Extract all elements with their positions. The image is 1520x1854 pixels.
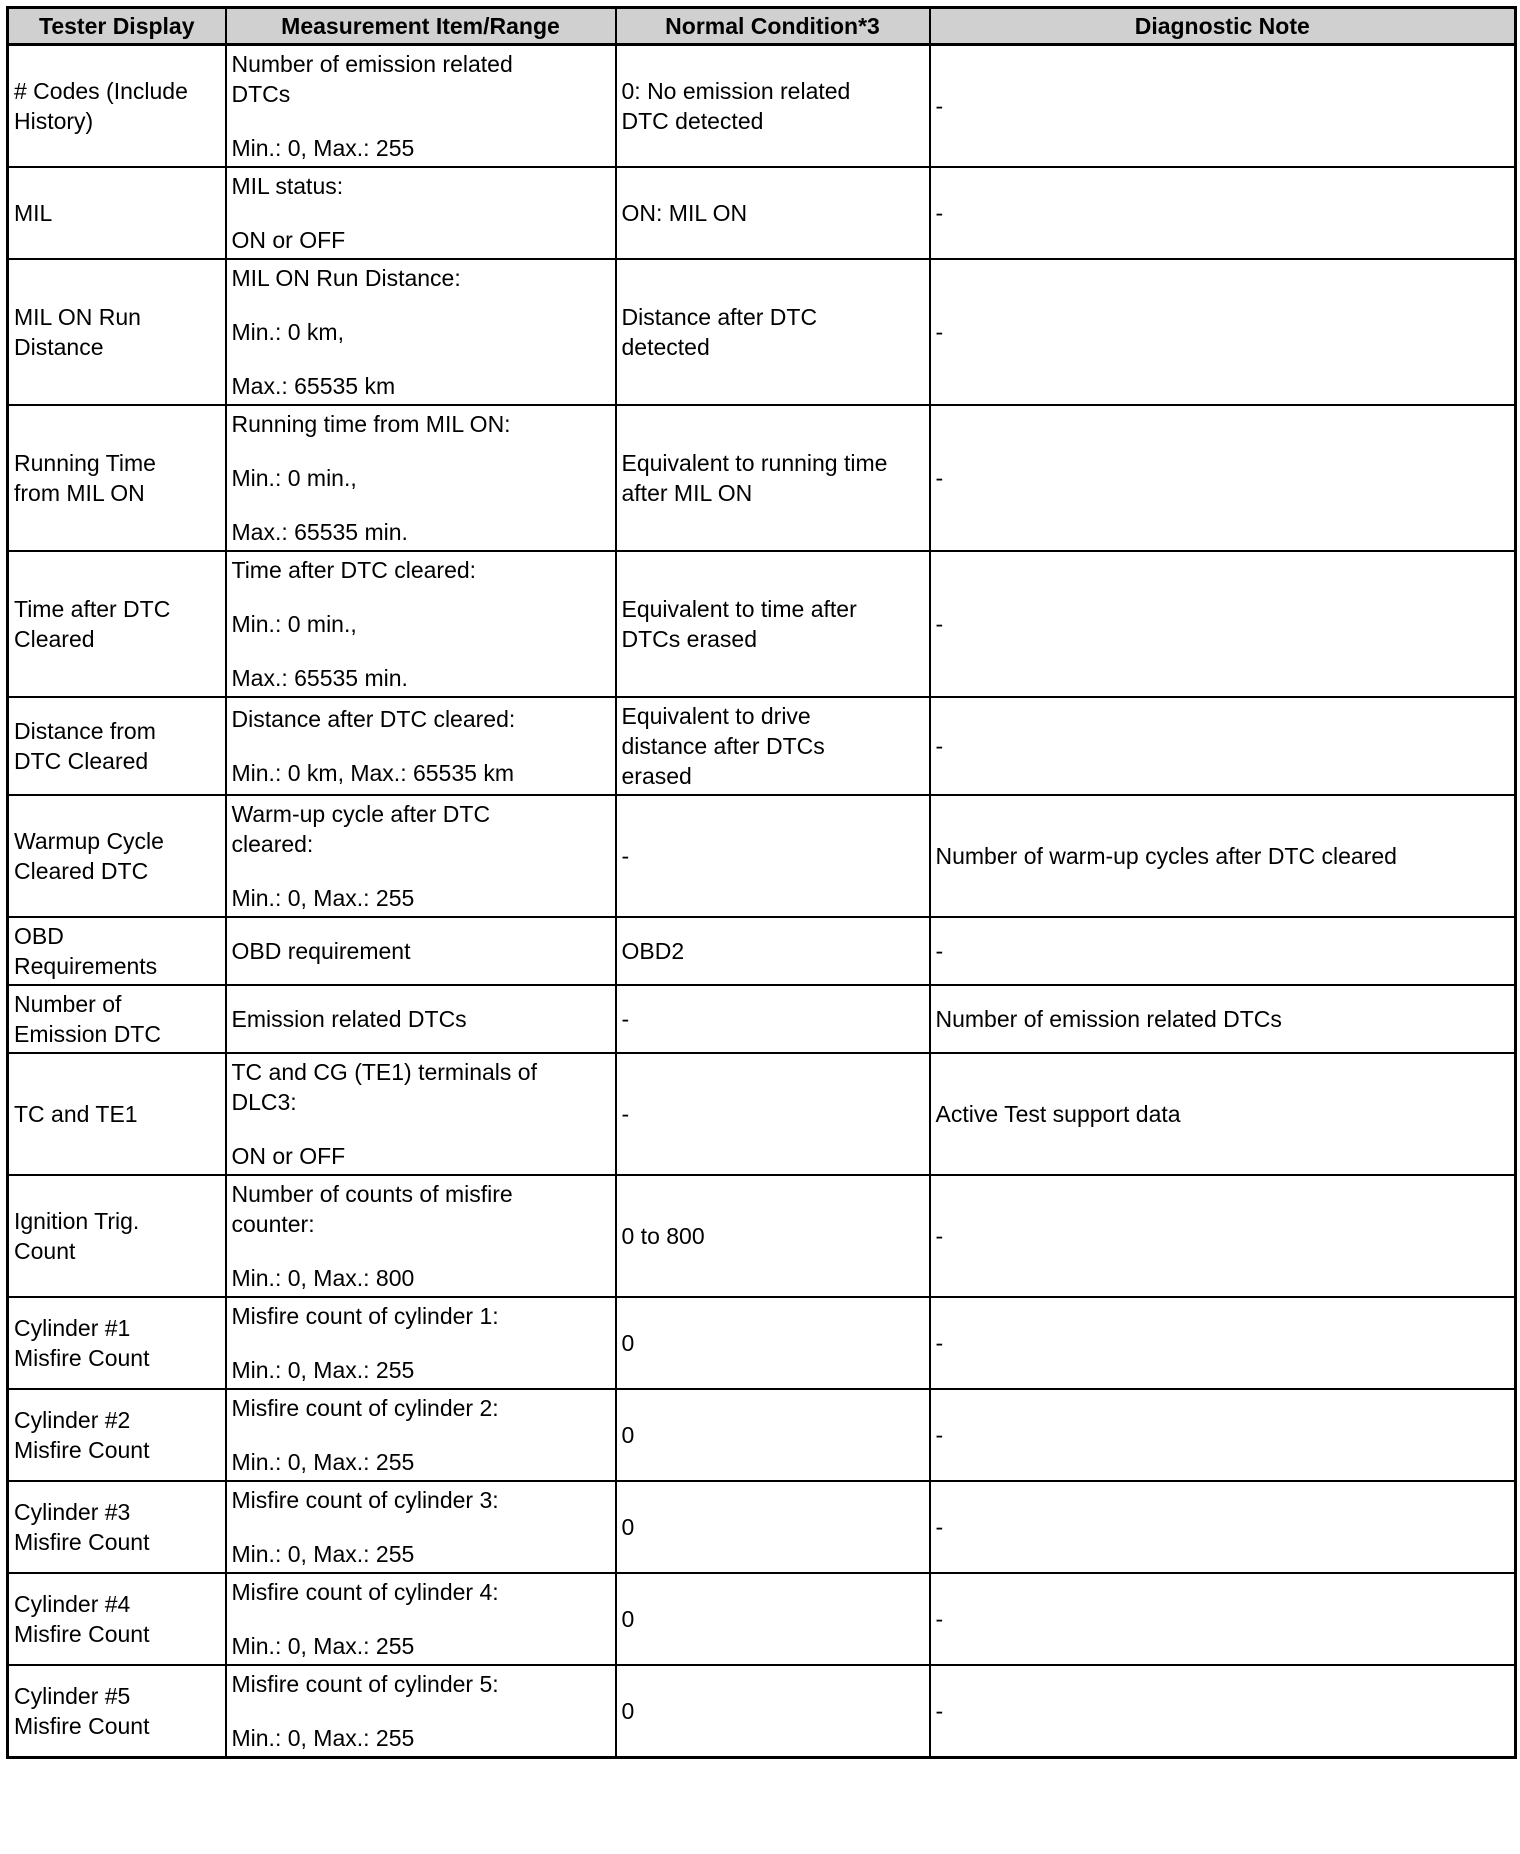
normal-condition-cell xyxy=(616,259,930,405)
tester-display-cell-line: from MIL ON xyxy=(14,480,145,506)
tester-display-cell xyxy=(8,551,226,697)
tester-display-cell-line: MIL xyxy=(14,200,53,226)
header-normal-condition: Normal Condition*3 xyxy=(616,8,930,45)
diagnostic-note-cell-line: - xyxy=(935,1698,944,1724)
measurement-line: Min.: 0, Max.: 255 xyxy=(231,1725,415,1751)
tester-display-cell xyxy=(8,1573,226,1665)
normal-condition-cell xyxy=(616,1297,930,1389)
tester-display-cell-line: Number of xyxy=(14,991,122,1017)
tester-display-cell-line: Requirements xyxy=(14,953,158,979)
tester-display-cell-line: Cleared xyxy=(14,626,95,652)
measurement-line: Min.: 0, Max.: 255 xyxy=(231,135,415,161)
measurement-line: Min.: 0, Max.: 255 xyxy=(231,1633,415,1659)
measurement-line: Number of emission related xyxy=(231,51,513,77)
tester-display-cell xyxy=(8,1665,226,1758)
table-row xyxy=(8,1297,1516,1389)
table-row xyxy=(8,259,1516,405)
paragraph-gap xyxy=(232,585,610,609)
normal-condition-cell-line: detected xyxy=(621,334,710,360)
paragraph-gap xyxy=(232,859,610,883)
diagnostic-note-cell-line: - xyxy=(935,611,944,637)
diagnostic-note-cell-line: - xyxy=(935,1606,944,1632)
normal-condition-cell-line: Equivalent to drive xyxy=(621,703,811,729)
table-row xyxy=(8,917,1516,985)
table-header-row xyxy=(8,8,1516,45)
paragraph-gap xyxy=(232,734,610,758)
diagnostic-note-cell xyxy=(930,1389,1516,1481)
table-row xyxy=(8,1175,1516,1297)
normal-condition-cell xyxy=(616,1665,930,1758)
measurement-range-cell xyxy=(226,1175,616,1297)
normal-condition-cell-line: after MIL ON xyxy=(621,480,753,506)
tester-display-cell-line: DTC Cleared xyxy=(14,748,149,774)
normal-condition-cell xyxy=(616,1053,930,1175)
diagnostic-note-cell xyxy=(930,167,1516,259)
measurement-line: Min.: 0, Max.: 255 xyxy=(231,885,415,911)
paragraph-gap xyxy=(232,109,610,133)
measurement-line: Misfire count of cylinder 3: xyxy=(231,1487,499,1513)
diagnostic-note-cell-line: - xyxy=(935,1514,944,1540)
normal-condition-cell-line: distance after DTCs xyxy=(621,733,825,759)
diagnostic-note-cell-line: - xyxy=(935,93,944,119)
measurement-range-cell xyxy=(226,167,616,259)
measurement-range-cell xyxy=(226,1665,616,1758)
diagnostic-note-cell-line: - xyxy=(935,1223,944,1249)
table-row xyxy=(8,697,1516,795)
measurement-line: DLC3: xyxy=(231,1089,297,1115)
diagnostic-note-cell-line: - xyxy=(935,1422,944,1448)
diagnostic-note-cell-line: Number of warm-up cycles after DTC cleared xyxy=(935,843,1397,869)
measurement-range-cell xyxy=(226,1053,616,1175)
measurement-line: Max.: 65535 min. xyxy=(231,519,408,545)
diagnostic-note-cell-line: Active Test support data xyxy=(935,1101,1181,1127)
measurement-line: cleared: xyxy=(231,831,314,857)
normal-condition-cell xyxy=(616,1481,930,1573)
tester-display-cell-line: Cylinder #1 xyxy=(14,1315,131,1341)
table-body xyxy=(8,45,1516,1758)
measurement-line: Min.: 0, Max.: 800 xyxy=(231,1265,415,1291)
measurement-range-cell xyxy=(226,405,616,551)
tester-display-cell-line: MIL ON Run xyxy=(14,304,141,330)
diagnostic-note-cell-line: - xyxy=(935,319,944,345)
measurement-line: counter: xyxy=(231,1211,315,1237)
measurement-range-cell xyxy=(226,259,616,405)
paragraph-gap xyxy=(232,201,610,225)
measurement-line: Min.: 0 km, Max.: 65535 km xyxy=(231,760,514,786)
normal-condition-cell-line: - xyxy=(621,843,630,869)
measurement-line: MIL status: xyxy=(231,173,344,199)
tester-display-cell xyxy=(8,45,226,168)
tester-display-cell xyxy=(8,1389,226,1481)
measurement-range-cell xyxy=(226,985,616,1053)
normal-condition-cell-line: 0 xyxy=(621,1698,635,1724)
diagnostic-note-cell xyxy=(930,1665,1516,1758)
tester-display-cell xyxy=(8,1053,226,1175)
tester-display-cell-line: Cylinder #2 xyxy=(14,1407,131,1433)
measurement-line: OBD requirement xyxy=(231,938,411,964)
tester-display-cell-line: Running Time xyxy=(14,450,156,476)
table-row xyxy=(8,1665,1516,1758)
diagnostic-note-cell xyxy=(930,1481,1516,1573)
diagnostic-note-cell-line: - xyxy=(935,733,944,759)
normal-condition-cell xyxy=(616,795,930,917)
tester-display-cell-line: Misfire Count xyxy=(14,1345,150,1371)
table-row xyxy=(8,795,1516,917)
measurement-line: Distance after DTC cleared: xyxy=(231,706,516,732)
measurement-line: Misfire count of cylinder 2: xyxy=(231,1395,499,1421)
diagnostic-note-cell xyxy=(930,917,1516,985)
table-row xyxy=(8,985,1516,1053)
document-page xyxy=(6,6,1514,1759)
normal-condition-cell xyxy=(616,551,930,697)
paragraph-gap xyxy=(232,493,610,517)
normal-condition-cell-line: Equivalent to running time xyxy=(621,450,888,476)
measurement-line: Emission related DTCs xyxy=(231,1006,467,1032)
normal-condition-cell-line: 0 xyxy=(621,1422,635,1448)
diagnostic-note-cell xyxy=(930,795,1516,917)
normal-condition-cell-line: DTC detected xyxy=(621,108,764,134)
measurement-range-cell xyxy=(226,45,616,168)
measurement-line: Time after DTC cleared: xyxy=(231,557,477,583)
normal-condition-cell-line: ON: MIL ON xyxy=(621,200,748,226)
normal-condition-cell-line: 0 xyxy=(621,1514,635,1540)
header-measurement-item: Measurement Item/Range xyxy=(226,8,616,45)
diagnostic-note-cell-line: - xyxy=(935,200,944,226)
tester-display-cell-line: Time after DTC xyxy=(14,596,171,622)
table-row xyxy=(8,1573,1516,1665)
tester-display-cell-line: Misfire Count xyxy=(14,1713,150,1739)
normal-condition-cell xyxy=(616,167,930,259)
diagnostic-note-cell xyxy=(930,551,1516,697)
paragraph-gap xyxy=(232,1699,610,1723)
tester-display-cell-line: Warmup Cycle xyxy=(14,828,164,854)
paragraph-gap xyxy=(232,1239,610,1263)
normal-condition-cell xyxy=(616,1573,930,1665)
tester-display-cell-line: OBD xyxy=(14,923,64,949)
measurement-line: Warm-up cycle after DTC xyxy=(231,801,491,827)
measurement-line: ON or OFF xyxy=(231,1143,346,1169)
normal-condition-cell xyxy=(616,917,930,985)
measurement-range-cell xyxy=(226,1573,616,1665)
measurement-range-cell xyxy=(226,1481,616,1573)
normal-condition-cell xyxy=(616,985,930,1053)
tester-display-cell-line: Ignition Trig. xyxy=(14,1208,140,1234)
measurement-line: ON or OFF xyxy=(231,227,346,253)
tester-display-cell-line: Distance xyxy=(14,334,104,360)
paragraph-gap xyxy=(232,639,610,663)
tester-display-cell xyxy=(8,917,226,985)
table-row xyxy=(8,1389,1516,1481)
diagnostic-note-cell xyxy=(930,985,1516,1053)
normal-condition-cell xyxy=(616,697,930,795)
tester-display-cell xyxy=(8,167,226,259)
table-row xyxy=(8,1053,1516,1175)
measurement-line: Misfire count of cylinder 5: xyxy=(231,1671,499,1697)
tester-display-cell-line: Emission DTC xyxy=(14,1021,161,1047)
tester-display-cell-line: # Codes (Include xyxy=(14,78,188,104)
normal-condition-cell-line: - xyxy=(621,1101,630,1127)
diagnostic-note-cell xyxy=(930,405,1516,551)
normal-condition-cell-line: 0 xyxy=(621,1330,635,1356)
measurement-range-cell xyxy=(226,917,616,985)
measurement-line: Min.: 0, Max.: 255 xyxy=(231,1541,415,1567)
measurement-line: Min.: 0, Max.: 255 xyxy=(231,1357,415,1383)
paragraph-gap xyxy=(232,439,610,463)
measurement-range-cell xyxy=(226,795,616,917)
diagnostic-note-cell xyxy=(930,1175,1516,1297)
measurement-line: Max.: 65535 min. xyxy=(231,665,408,691)
normal-condition-cell xyxy=(616,1175,930,1297)
tester-display-cell xyxy=(8,985,226,1053)
tester-display-cell-line: Count xyxy=(14,1238,76,1264)
normal-condition-cell-line: 0: No emission related xyxy=(621,78,851,104)
measurement-line: Min.: 0 km, xyxy=(231,319,344,345)
tester-display-cell-line: Cleared DTC xyxy=(14,858,149,884)
tester-display-cell-line: Cylinder #3 xyxy=(14,1499,131,1525)
tester-display-cell xyxy=(8,259,226,405)
tester-display-cell xyxy=(8,697,226,795)
tester-display-cell-line: Distance from xyxy=(14,718,156,744)
normal-condition-cell xyxy=(616,1389,930,1481)
diagnostic-note-cell xyxy=(930,1053,1516,1175)
measurement-line: DTCs xyxy=(231,81,291,107)
paragraph-gap xyxy=(232,1117,610,1141)
normal-condition-cell-line: OBD2 xyxy=(621,938,685,964)
paragraph-gap xyxy=(232,1607,610,1631)
normal-condition-cell-line: Equivalent to time after xyxy=(621,596,857,622)
table-row xyxy=(8,1481,1516,1573)
data-list-table xyxy=(6,6,1517,1759)
diagnostic-note-cell xyxy=(930,259,1516,405)
tester-display-cell-line: Cylinder #5 xyxy=(14,1683,131,1709)
measurement-line: TC and CG (TE1) terminals of xyxy=(231,1059,537,1085)
diagnostic-note-cell-line: - xyxy=(935,465,944,491)
normal-condition-cell-line: 0 to 800 xyxy=(621,1223,705,1249)
normal-condition-cell xyxy=(616,45,930,168)
normal-condition-cell-line: DTCs erased xyxy=(621,626,757,652)
measurement-range-cell xyxy=(226,697,616,795)
table-row xyxy=(8,551,1516,697)
tester-display-cell xyxy=(8,1481,226,1573)
measurement-range-cell xyxy=(226,551,616,697)
diagnostic-note-cell-line: - xyxy=(935,938,944,964)
tester-display-cell-line: History) xyxy=(14,108,94,134)
measurement-range-cell xyxy=(226,1297,616,1389)
paragraph-gap xyxy=(232,347,610,371)
measurement-line: Misfire count of cylinder 1: xyxy=(231,1303,499,1329)
diagnostic-note-cell xyxy=(930,1573,1516,1665)
measurement-line: Min.: 0, Max.: 255 xyxy=(231,1449,415,1475)
normal-condition-cell-line: 0 xyxy=(621,1606,635,1632)
measurement-line: Max.: 65535 km xyxy=(231,373,396,399)
diagnostic-note-cell-line: Number of emission related DTCs xyxy=(935,1006,1282,1032)
diagnostic-note-cell xyxy=(930,697,1516,795)
tester-display-cell-line: TC and TE1 xyxy=(14,1101,138,1127)
tester-display-cell xyxy=(8,795,226,917)
tester-display-cell-line: Misfire Count xyxy=(14,1529,150,1555)
table-row xyxy=(8,45,1516,168)
normal-condition-cell-line: Distance after DTC xyxy=(621,304,818,330)
measurement-line: MIL ON Run Distance: xyxy=(231,265,461,291)
measurement-range-cell xyxy=(226,1389,616,1481)
measurement-line: Min.: 0 min., xyxy=(231,611,357,637)
table-row xyxy=(8,167,1516,259)
paragraph-gap xyxy=(232,293,610,317)
tester-display-cell-line: Cylinder #4 xyxy=(14,1591,131,1617)
measurement-line: Min.: 0 min., xyxy=(231,465,357,491)
tester-display-cell xyxy=(8,1297,226,1389)
measurement-line: Running time from MIL ON: xyxy=(231,411,511,437)
normal-condition-cell-line: - xyxy=(621,1006,630,1032)
paragraph-gap xyxy=(232,1423,610,1447)
diagnostic-note-cell xyxy=(930,45,1516,168)
tester-display-cell xyxy=(8,1175,226,1297)
paragraph-gap xyxy=(232,1515,610,1539)
measurement-line: Misfire count of cylinder 4: xyxy=(231,1579,499,1605)
tester-display-cell-line: Misfire Count xyxy=(14,1621,150,1647)
tester-display-cell-line: Misfire Count xyxy=(14,1437,150,1463)
diagnostic-note-cell-line: - xyxy=(935,1330,944,1356)
tester-display-cell xyxy=(8,405,226,551)
normal-condition-cell xyxy=(616,405,930,551)
table-row xyxy=(8,405,1516,551)
measurement-line: Number of counts of misfire xyxy=(231,1181,513,1207)
header-diagnostic-note: Diagnostic Note xyxy=(930,8,1516,45)
normal-condition-cell-line: erased xyxy=(621,763,692,789)
header-tester-display: Tester Display xyxy=(8,8,226,45)
paragraph-gap xyxy=(232,1331,610,1355)
diagnostic-note-cell xyxy=(930,1297,1516,1389)
